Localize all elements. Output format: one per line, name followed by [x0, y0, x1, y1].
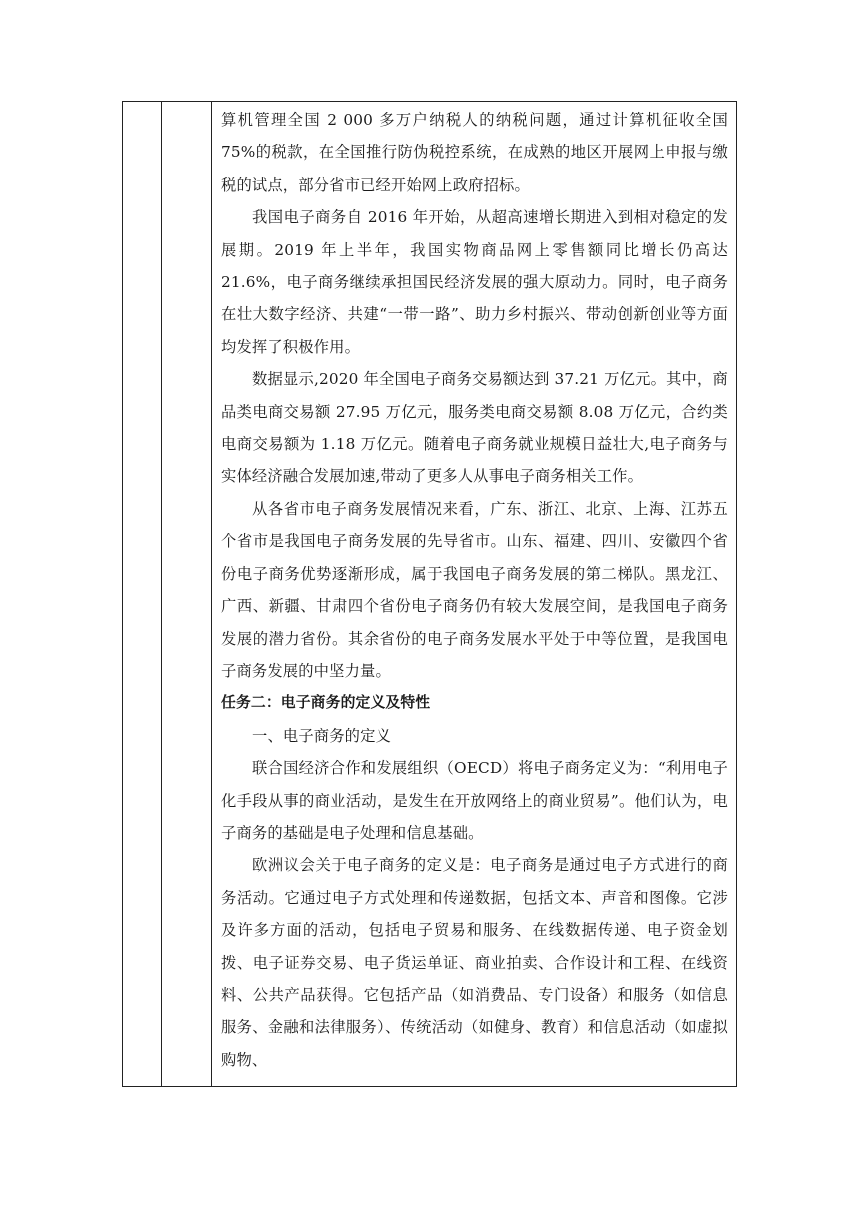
table-column-1 — [123, 102, 162, 1087]
paragraph: 联合国经济合作和发展组织（OECD）将电子商务定义为：“利用电子化手段从事的商业活动，是发生在开放网络上的商业贸易”。他们认为，电子商务的基础是电子处理和信息基础。 — [221, 759, 728, 842]
table-column-2 — [162, 102, 212, 1087]
content-table — [122, 101, 737, 1087]
paragraph: 算机管理全国 2 000 多万户纳税人的纳税问题，通过计算机征收全国 75%的税款，在全国推行防伪税控系统，在成熟的地区开展网上申报与缴税的试点，部分省市已经开始网上政府招标。 — [221, 111, 728, 194]
section-heading: 一、电子商务的定义 — [252, 726, 392, 745]
task-heading: 任务二：电子商务的定义及特性 — [221, 694, 431, 712]
paragraph: 数据显示,2020 年全国电子商务交易额达到 37.21 万亿元。其中，商品类电商交易额 27.95 万亿元，服务类电商交易额 8.08 万亿元，合约类电商交易额为 1.18 万亿元。随着电子商务就业规模日益壮大,电子商务与实体经济融合发展加速,带动了更多人从事电子商务相关工作。 — [221, 370, 728, 486]
paragraph: 欧洲议会关于电子商务的定义是：电子商务是通过电子方式进行的商务活动。它通过电子方式处理和传递数据，包括文本、声音和图像。它涉及许多方面的活动，包括电子贸易和服务、在线数据传递、电子资金划拨、电子证券交易、电子货运单证、商业拍卖、合作设计和工程、在线资料、公共产品获得。它包括产品（如消费品、专门设备）和服务（如信息服务、金融和法律服务）、传统活动（如健身、教育）和信息活动（如虚拟购物、 — [221, 856, 728, 1069]
paragraph: 从各省市电子商务发展情况来看，广东、浙江、北京、上海、江苏五个省市是我国电子商务发展的先导省市。山东、福建、四川、安徽四个省份电子商务优势逐渐形成，属于我国电子商务发展的第二梯队。黑龙江、广西、新疆、甘肃四个省份电子商务仍有较大发展空间，是我国电子商务发展的潜力省份。其余省份的电子商务发展水平处于中等位置，是我国电子商务发展的中坚力量。 — [221, 499, 728, 680]
paragraph: 我国电子商务自 2016 年开始，从超高速增长期进入到相对稳定的发展期。2019 年上半年，我国实物商品网上零售额同比增长仍高达 21.6%，电子商务继续承担国民经济发展的强大原动力。同时，电子商务在壮大数字经济、共建“一带一路”、助力乡村振兴、带动创新创业等方面均发挥了积极作用。 — [221, 208, 728, 356]
content-text — [212, 102, 736, 1076]
table-content-cell — [212, 102, 737, 1087]
